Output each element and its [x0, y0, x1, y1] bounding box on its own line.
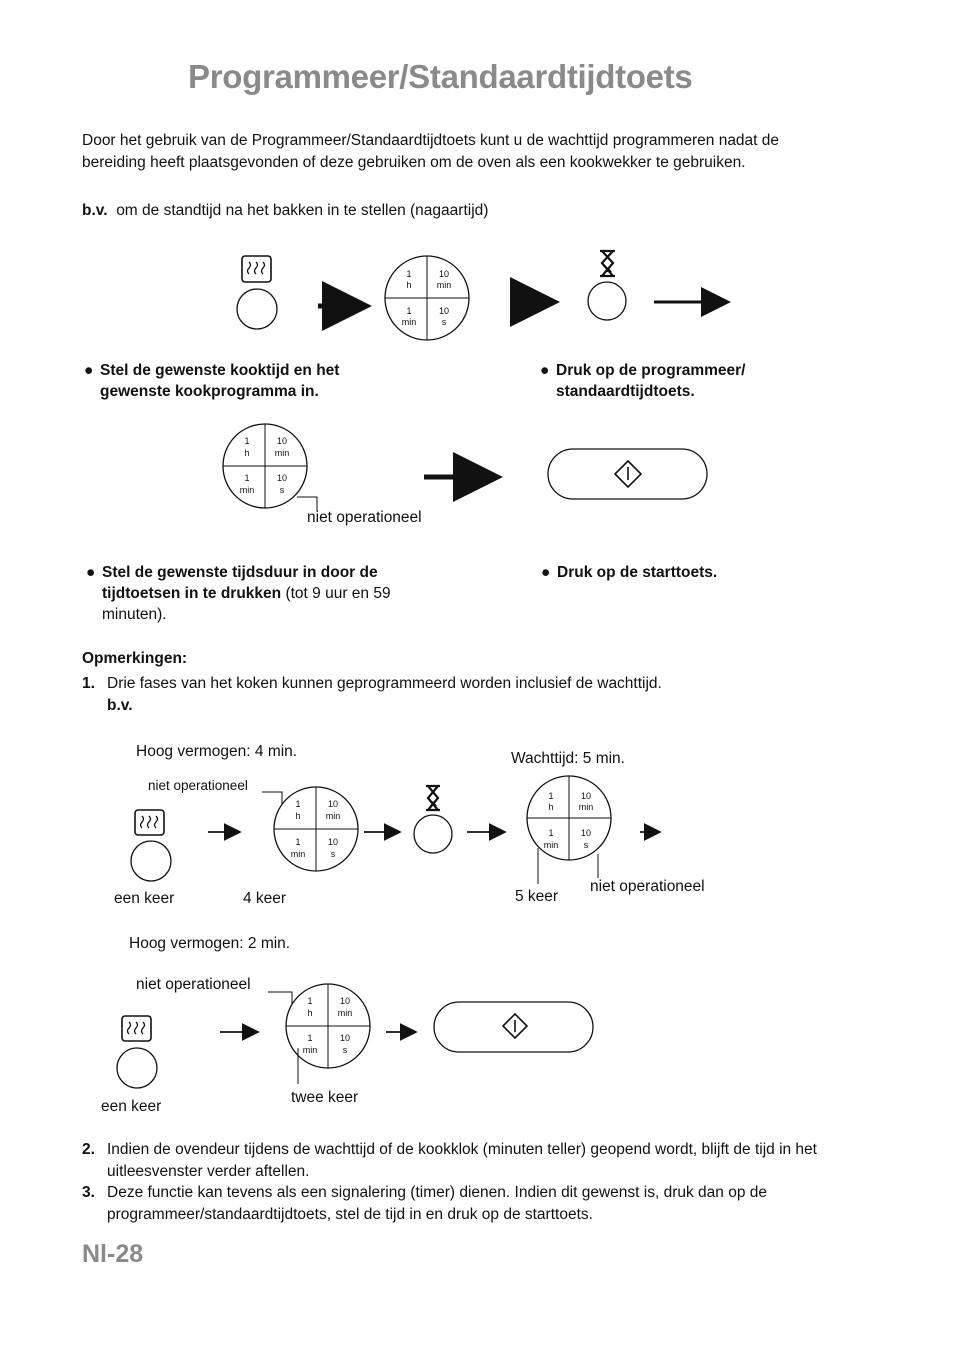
high-power-4min-label: Hoog vermogen: 4 min.	[136, 743, 298, 760]
dial-label-10s-unit: s	[441, 317, 447, 327]
bullet-icon: ●	[86, 564, 96, 581]
dial-label-1min: 1	[548, 828, 554, 838]
step-3-rest: (tot 9 uur en 59 minuten).	[102, 585, 391, 623]
once-label: een keer	[114, 890, 175, 907]
power-button[interactable]	[117, 1048, 157, 1088]
step-4	[541, 562, 797, 583]
dial-label-10s-unit: s	[279, 485, 285, 495]
remark-1	[82, 673, 867, 717]
dial-label-1min: 1	[406, 306, 412, 316]
dial-label-10s: 10	[327, 837, 339, 847]
dial-label-1min-unit: min	[290, 849, 306, 859]
dial-label-1h-unit: h	[406, 280, 412, 290]
dial-label-10s-unit: s	[342, 1045, 348, 1055]
remark-3-text: Deze functie kan tevens als een signalering (timer) dienen. Indien dit gewenst is, druk dan op de programmeer/standaardtijdtoets, stel de tijd in en druk op de starttoets.	[107, 1184, 767, 1223]
step-4-text: Druk op de starttoets.	[557, 564, 718, 581]
dial-label-1min: 1	[307, 1033, 313, 1043]
dial-label-10s-unit: s	[583, 840, 589, 850]
dial-label-1min-unit: min	[543, 840, 559, 850]
dial-label-1h: 1	[406, 269, 412, 279]
timer-button[interactable]	[588, 282, 626, 320]
high-power-2min-label: Hoog vermogen: 2 min.	[129, 935, 291, 952]
dial-label-1h-unit: h	[295, 811, 301, 821]
dial-label-10min-unit: min	[337, 1008, 353, 1018]
dial-label-1h: 1	[295, 799, 301, 809]
dial-label-10min: 10	[339, 996, 351, 1006]
dial-label-1h-unit: h	[307, 1008, 313, 1018]
dial-label-10min: 10	[327, 799, 339, 809]
dial-label-10s-unit: s	[330, 849, 336, 859]
time-dial[interactable]	[527, 776, 611, 860]
power-button[interactable]	[131, 841, 171, 881]
bullet-icon: ●	[84, 362, 94, 379]
step-3-bold: Stel de gewenste tijdsduur in door de tijdtoetsen in te drukken	[102, 564, 378, 602]
dial-label-10min-unit: min	[436, 280, 452, 290]
power-button[interactable]	[237, 289, 277, 329]
wait-5min-label: Wachttijd: 5 min.	[511, 750, 625, 767]
four-times-label: 4 keer	[243, 890, 287, 907]
remark-3-number: 3.	[82, 1184, 95, 1201]
intro-paragraph: Door het gebruik van de Programmeer/Standaardtijdtoets kunt u de wachttijd programmeren nadat de bereiding heeft plaatsgevonden of deze gebruiken om de oven als een kookwekker te gebruiken.	[82, 132, 780, 171]
remark-1-number: 1.	[82, 675, 95, 692]
dial-label-10min: 10	[276, 436, 288, 446]
not-operational-label: niet operationeel	[136, 976, 251, 993]
dial-label-10s: 10	[580, 828, 592, 838]
not-operational-label: niet operationeel	[148, 778, 248, 793]
remark-2-number: 2.	[82, 1141, 95, 1158]
dial-label-1min: 1	[244, 473, 250, 483]
step-2	[540, 360, 796, 402]
dial-label-10s: 10	[438, 306, 450, 316]
page-number: Nl-28	[82, 1240, 144, 1268]
dial-label-1min-unit: min	[302, 1045, 318, 1055]
hourglass-icon	[426, 786, 440, 810]
remark-1-bv: b.v.	[107, 697, 133, 714]
step-2-text: Druk op de programmeer/ standaardtijdtoets.	[556, 362, 746, 400]
microwave-power-icon	[122, 1016, 151, 1041]
dial-label-1h: 1	[244, 436, 250, 446]
five-times-label: 5 keer	[515, 888, 559, 905]
dial-label-1h: 1	[548, 791, 554, 801]
dial-label-1min: 1	[295, 837, 301, 847]
not-operational-label: niet operationeel	[590, 878, 705, 895]
hourglass-icon	[600, 251, 615, 276]
callout-line	[268, 992, 292, 1004]
not-operational-label: niet operationeel	[307, 509, 422, 526]
example-prefix: b.v.	[82, 202, 108, 219]
remark-3	[82, 1182, 867, 1226]
time-dial[interactable]	[274, 787, 358, 871]
dial-label-1min-unit: min	[239, 485, 255, 495]
bullet-icon: ●	[540, 362, 550, 379]
dial-label-10min-unit: min	[325, 811, 341, 821]
dial-label-1h-unit: h	[548, 802, 554, 812]
callout-line	[262, 792, 282, 804]
time-dial[interactable]	[385, 256, 469, 340]
dial-label-10s: 10	[339, 1033, 351, 1043]
timer-button[interactable]	[414, 815, 452, 853]
time-dial[interactable]	[223, 424, 307, 508]
dial-label-1h-unit: h	[244, 448, 250, 458]
twice-label: twee keer	[291, 1089, 359, 1106]
bullet-icon: ●	[541, 564, 551, 581]
remark-2	[82, 1139, 867, 1183]
page-title: Programmeer/Standaardtijdtoets	[188, 58, 693, 95]
dial-label-10min-unit: min	[274, 448, 290, 458]
remarks-heading: Opmerkingen:	[82, 650, 188, 667]
remark-1-text: Drie fases van het koken kunnen geprogrammeerd worden inclusief de wachttijd.	[107, 675, 662, 692]
step-1-text: Stel de gewenste kooktijd en het gewenste kookprogramma in.	[100, 362, 340, 400]
dial-label-10min-unit: min	[578, 802, 594, 812]
microwave-power-icon	[242, 256, 271, 282]
microwave-power-icon	[135, 810, 164, 835]
remark-2-text: Indien de ovendeur tijdens de wachttijd of de kookklok (minuten teller) geopend wordt, blijft de tijd in het uitleesvenster verder aftellen.	[107, 1141, 817, 1180]
dial-label-1min-unit: min	[401, 317, 417, 327]
dial-label-1h: 1	[307, 996, 313, 1006]
dial-label-10min: 10	[580, 791, 592, 801]
dial-label-10min: 10	[438, 269, 450, 279]
time-dial[interactable]	[286, 984, 370, 1068]
dial-label-10s: 10	[276, 473, 288, 483]
step-1	[84, 360, 400, 402]
once-label: een keer	[101, 1098, 162, 1115]
start-button[interactable]	[434, 1002, 593, 1052]
example-text: om de standtijd na het bakken in te stellen (nagaartijd)	[116, 202, 489, 219]
step-3	[86, 562, 402, 625]
